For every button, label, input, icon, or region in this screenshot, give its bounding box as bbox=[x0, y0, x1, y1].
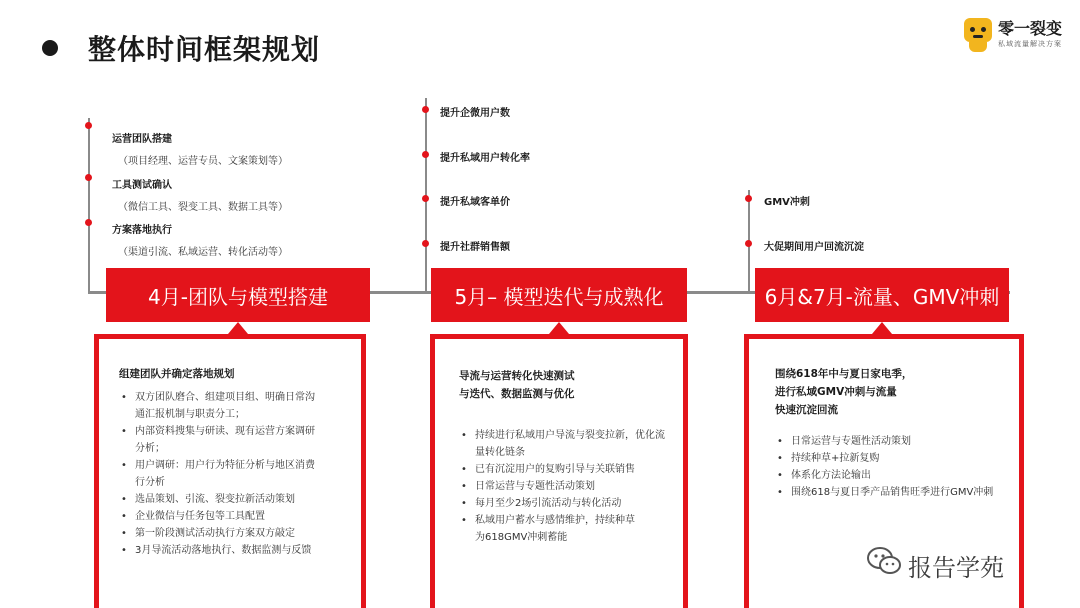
brand-logo bbox=[964, 16, 1074, 56]
upper-item-label: 工具测试确认 bbox=[112, 180, 172, 191]
upper-item-label: 方案落地执行 bbox=[112, 225, 172, 236]
list-item: • 已有沉淀用户的复购引导与关联销售 bbox=[459, 461, 675, 478]
upper-item-label: 提升企微用户数 bbox=[440, 108, 510, 119]
list-item: • 用户调研：用户行为特征分析与地区消费 bbox=[119, 457, 351, 474]
milestone-june-july: 6月&7月-流量、GMV冲刺 bbox=[755, 268, 1009, 322]
upper-item-label: 提升私域用户转化率 bbox=[440, 153, 530, 164]
brand-tagline: 私域流量解决方案 bbox=[998, 40, 1062, 48]
list-item: • 围绕618与夏日季产品销售旺季进行GMV冲刺 bbox=[775, 484, 1013, 501]
list-item-continuation: 行分析 bbox=[135, 477, 165, 488]
phase1-connector bbox=[88, 118, 90, 293]
list-item: • 私域用户蓄水与感情维护，持续种草 bbox=[459, 512, 675, 529]
card-bullet-list bbox=[459, 427, 675, 546]
card-heading: 快速沉淀回流 bbox=[775, 404, 838, 416]
list-item: • 选品策划、引流、裂变拉新活动策划 bbox=[119, 491, 351, 508]
upper-item-label: 提升社群销售额 bbox=[440, 242, 510, 253]
upper-item-label: GMV冲刺 bbox=[764, 197, 810, 208]
robot-mascot-icon bbox=[964, 18, 992, 42]
upper-item-detail: （渠道引流、私域运营、转化活动等） bbox=[118, 247, 288, 258]
timeline-dot bbox=[85, 219, 92, 226]
list-item: • 日常运营与专题性活动策划 bbox=[775, 433, 1013, 450]
timeline-dot bbox=[745, 240, 752, 247]
timeline-dot bbox=[85, 174, 92, 181]
upper-item-label: 提升私域客单价 bbox=[440, 197, 510, 208]
card-bullet-list bbox=[775, 433, 1013, 501]
milestone-pointer bbox=[872, 322, 892, 334]
timeline-dot bbox=[422, 106, 429, 113]
list-item: • 双方团队磨合、组建项目组、明确日常沟 bbox=[119, 389, 351, 406]
brand-name: 零一裂变 bbox=[998, 19, 1063, 38]
upper-item-detail: （项目经理、运营专员、文案策划等） bbox=[118, 156, 288, 167]
robot-eye bbox=[981, 27, 986, 32]
list-item-continuation: 分析； bbox=[135, 443, 165, 454]
timeline-dot bbox=[745, 195, 752, 202]
list-item: • 持续进行私域用户导流与裂变拉新，优化流 bbox=[459, 427, 675, 444]
upper-item-label: 运营团队搭建 bbox=[112, 134, 172, 145]
list-item: • 第一阶段测试活动执行方案双方敲定 bbox=[119, 525, 351, 542]
watermark-text: 报告学苑 bbox=[908, 554, 1004, 582]
milestone-pointer bbox=[549, 322, 569, 334]
list-item: • 日常运营与专题性活动策划 bbox=[459, 478, 675, 495]
list-item: • 内部资料搜集与研读、现有运营方案调研 bbox=[119, 423, 351, 440]
card-heading: 导流与运营转化快速测试 bbox=[459, 370, 575, 382]
upper-item-detail: （微信工具、裂变工具、数据工具等） bbox=[118, 202, 288, 213]
list-item: • 持续种草+拉新复购 bbox=[775, 450, 1013, 467]
milestone-april: 4月-团队与模型搭建 bbox=[106, 268, 370, 322]
card-heading: 组建团队并确定落地规划 bbox=[119, 368, 235, 380]
phase2-detail-card bbox=[430, 334, 688, 608]
title-bullet bbox=[42, 40, 58, 56]
robot-eye bbox=[970, 27, 975, 32]
milestone-pointer bbox=[228, 322, 248, 334]
timeline-dot bbox=[85, 122, 92, 129]
card-heading: 进行私域GMV冲刺与流量 bbox=[775, 386, 897, 398]
list-item-continuation: 量转化链条 bbox=[475, 447, 525, 458]
card-bullet-list bbox=[119, 389, 351, 559]
timeline-dot bbox=[422, 151, 429, 158]
upper-item-label: 大促期间用户回流沉淀 bbox=[764, 242, 864, 253]
list-item: • 体系化方法论输出 bbox=[775, 467, 1013, 484]
timeline-dot bbox=[422, 195, 429, 202]
milestone-may: 5月– 模型迭代与成熟化 bbox=[431, 268, 687, 322]
list-item-continuation: 为618GMV冲刺蓄能 bbox=[475, 532, 568, 543]
page-title: 整体时间框架规划 bbox=[88, 33, 321, 66]
wechat-icon bbox=[866, 546, 902, 576]
list-item-continuation: 通汇报机制与职责分工； bbox=[135, 409, 245, 420]
robot-mouth bbox=[973, 35, 983, 38]
phase1-detail-card bbox=[94, 334, 366, 608]
timeline-dot bbox=[422, 240, 429, 247]
card-heading: 与迭代、数据监测与优化 bbox=[459, 388, 575, 400]
list-item: • 企业微信与任务包等工具配置 bbox=[119, 508, 351, 525]
list-item: • 每月至少2场引流活动与转化活动 bbox=[459, 495, 675, 512]
robot-body bbox=[969, 42, 987, 52]
list-item: • 3月导流活动落地执行、数据监测与反馈 bbox=[119, 542, 351, 559]
card-heading: 围绕618年中与夏日家电季， bbox=[775, 368, 913, 380]
